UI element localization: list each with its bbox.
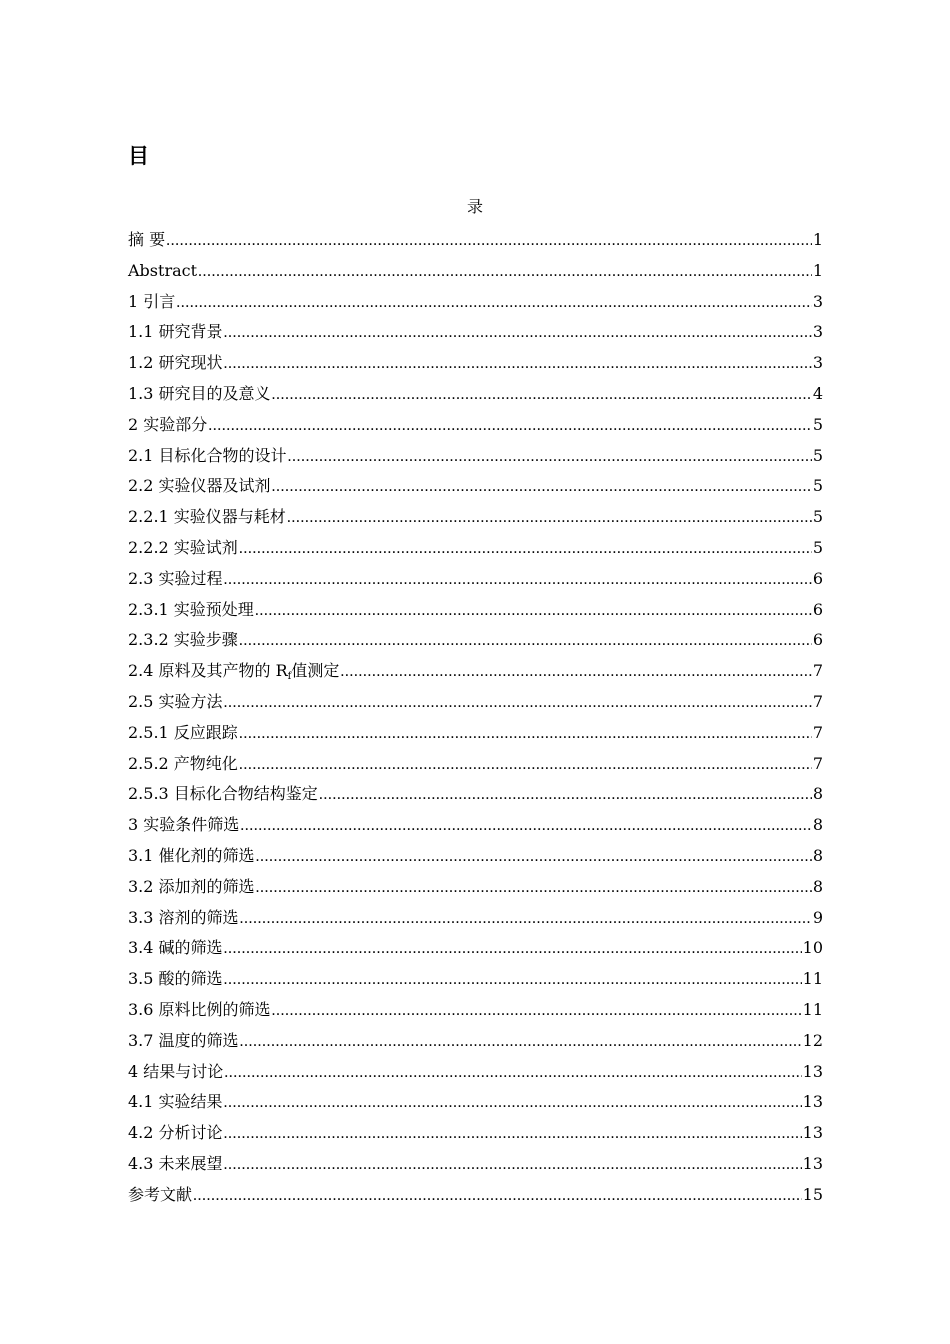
toc-entry-title: 2.5.3 目标化合物结构鉴定	[128, 784, 318, 804]
toc-entry[interactable]	[128, 903, 823, 934]
toc-leader-dots	[239, 719, 812, 750]
toc-entry-title: 1.3 研究目的及意义	[128, 383, 271, 403]
toc-entry-page: 6	[812, 568, 823, 588]
toc-entry-page: 7	[812, 691, 823, 711]
toc-entry[interactable]	[128, 410, 823, 441]
toc-leader-dots	[272, 472, 812, 503]
toc-entry-title: 2.5.1 反应跟踪	[128, 722, 238, 742]
toc-entry-page: 6	[812, 630, 823, 650]
toc-entry-page: 6	[812, 599, 823, 619]
toc-leader-dots	[224, 565, 812, 596]
toc-entry[interactable]	[128, 1057, 823, 1088]
toc-entry-title: 2.3.2 实验步骤	[128, 630, 238, 650]
toc-entry-title: 2 实验部分	[128, 414, 208, 434]
toc-entry-title: Abstract	[128, 260, 198, 280]
toc-leader-dots	[319, 780, 812, 811]
toc-entry-title: 3.6 原料比例的筛选	[128, 999, 271, 1019]
toc-entry[interactable]	[128, 287, 823, 318]
toc-entry[interactable]	[128, 1149, 823, 1180]
toc-entry[interactable]	[128, 564, 823, 595]
toc-entry[interactable]	[128, 625, 823, 656]
toc-leader-dots	[224, 688, 812, 719]
toc-leader-dots	[240, 1027, 802, 1058]
toc-entry[interactable]	[128, 872, 823, 903]
toc-entry[interactable]	[128, 256, 823, 287]
toc-entry-title: 2.5.2 产物纯化	[128, 753, 238, 773]
toc-entry-title: 3.1 催化剂的筛选	[128, 845, 255, 865]
toc-entry-page: 7	[812, 753, 823, 773]
toc-leader-dots	[240, 904, 812, 935]
toc-entry[interactable]	[128, 595, 823, 626]
toc-entry-page: 3	[812, 353, 823, 373]
toc-leader-dots	[224, 1088, 802, 1119]
toc-entry[interactable]	[128, 1118, 823, 1149]
toc-entry-page: 9	[812, 907, 823, 927]
toc-entry-page: 3	[812, 322, 823, 342]
toc-entry-page: 11	[802, 999, 823, 1019]
toc-leader-dots	[208, 411, 812, 442]
toc-entry-title: 1 引言	[128, 291, 176, 311]
toc-entry-page: 5	[812, 507, 823, 527]
toc-entry[interactable]	[128, 1026, 823, 1057]
toc-entry-title: 4 结果与讨论	[128, 1061, 224, 1081]
toc-entry-page: 1	[812, 230, 823, 249]
toc-leader-dots	[239, 750, 812, 781]
toc-entry-title: 1.2 研究现状	[128, 353, 223, 373]
toc-entry-page: 3	[812, 291, 823, 311]
toc-heading-part-1: 目	[128, 144, 149, 168]
toc-entry[interactable]	[128, 810, 823, 841]
toc-entry-page: 8	[812, 784, 823, 804]
toc-entry-page: 12	[802, 1030, 823, 1050]
toc-entry[interactable]	[128, 348, 823, 379]
toc-leader-dots	[272, 380, 812, 411]
toc-entry-page: 11	[802, 969, 823, 989]
toc-entry-title	[128, 656, 339, 690]
toc-leader-dots	[176, 288, 812, 319]
toc-entry[interactable]	[128, 995, 823, 1026]
toc-entry[interactable]	[128, 379, 823, 410]
toc-entry[interactable]	[128, 471, 823, 502]
toc-leader-dots	[224, 934, 802, 965]
table-of-contents	[128, 225, 823, 1211]
toc-entry-page: 7	[812, 661, 823, 681]
toc-entry-page: 5	[812, 476, 823, 496]
toc-leader-dots	[287, 503, 812, 534]
toc-entry-title: 3.2 添加剂的筛选	[128, 876, 255, 896]
toc-leader-dots	[166, 226, 812, 257]
toc-entry[interactable]	[128, 1087, 823, 1118]
toc-leader-dots	[224, 349, 812, 380]
toc-entry-title: 2.3 实验过程	[128, 568, 223, 588]
toc-leader-dots	[193, 1181, 802, 1212]
toc-entry-title: 4.1 实验结果	[128, 1092, 223, 1112]
toc-leader-dots	[224, 1058, 801, 1089]
toc-entry[interactable]	[128, 718, 823, 749]
toc-entry-title: 3.7 温度的筛选	[128, 1030, 239, 1050]
toc-entry-page: 10	[802, 938, 823, 958]
toc-entry[interactable]	[128, 1180, 823, 1211]
toc-entry-title: 3.3 溶剂的筛选	[128, 907, 239, 927]
toc-entry-page: 5	[812, 537, 823, 557]
toc-entry-page: 8	[812, 876, 823, 896]
toc-entry-page: 7	[812, 722, 823, 742]
toc-leader-dots	[272, 996, 802, 1027]
toc-entry-page: 5	[812, 445, 823, 465]
toc-entry-page: 4	[812, 383, 823, 403]
toc-entry[interactable]	[128, 656, 823, 687]
toc-leader-dots	[198, 257, 812, 288]
toc-leader-dots	[240, 811, 812, 842]
toc-entry-title: 3.4 碱的筛选	[128, 938, 223, 958]
toc-leader-dots	[255, 596, 812, 627]
toc-entry-title: 摘 要	[128, 230, 166, 249]
toc-entry-title-post: 值测定	[291, 661, 340, 681]
toc-entry-page: 1	[812, 260, 823, 280]
toc-entry-page: 8	[812, 815, 823, 835]
toc-entry-title: 1.1 研究背景	[128, 322, 223, 342]
toc-leader-dots	[224, 318, 812, 349]
toc-entry-page: 15	[802, 1184, 823, 1204]
toc-leader-dots	[340, 657, 811, 688]
toc-leader-dots	[224, 1119, 802, 1150]
toc-leader-dots	[239, 534, 812, 565]
toc-entry-title: 4.3 未来展望	[128, 1153, 223, 1173]
toc-entry[interactable]	[128, 225, 823, 256]
toc-entry-title: 2.1 目标化合物的设计	[128, 445, 287, 465]
toc-leader-dots	[256, 873, 812, 904]
toc-entry[interactable]	[128, 749, 823, 780]
toc-entry[interactable]	[128, 317, 823, 348]
toc-entry-title: 3 实验条件筛选	[128, 815, 240, 835]
toc-entry-title: 2.2.2 实验试剂	[128, 537, 238, 557]
toc-entry[interactable]	[128, 841, 823, 872]
toc-entry-page: 8	[812, 845, 823, 865]
subscript-f: f	[287, 671, 292, 683]
toc-entry-page: 13	[802, 1123, 823, 1143]
toc-entry-title: 2.2 实验仪器及试剂	[128, 476, 271, 496]
toc-entry[interactable]	[128, 964, 823, 995]
toc-entry-title: 3.5 酸的筛选	[128, 969, 223, 989]
toc-entry[interactable]	[128, 687, 823, 718]
toc-leader-dots	[239, 626, 812, 657]
toc-leader-dots	[224, 1150, 802, 1181]
toc-entry[interactable]	[128, 933, 823, 964]
toc-entry-page: 13	[802, 1153, 823, 1173]
toc-entry-title-pre: 2.4 原料及其产物的 R	[128, 661, 288, 681]
toc-entry[interactable]	[128, 441, 823, 472]
toc-leader-dots	[256, 842, 812, 873]
toc-entry[interactable]	[128, 502, 823, 533]
toc-leader-dots	[288, 442, 812, 473]
toc-heading-part-2: 录	[466, 197, 483, 216]
toc-entry-title: 4.2 分析讨论	[128, 1123, 223, 1143]
toc-entry[interactable]	[128, 779, 823, 810]
toc-entry-page: 13	[802, 1092, 823, 1112]
toc-entry-title: 2.3.1 实验预处理	[128, 599, 254, 619]
toc-entry-title: 2.5 实验方法	[128, 691, 223, 711]
toc-entry-page: 5	[812, 414, 823, 434]
toc-entry-page: 13	[802, 1061, 823, 1081]
toc-entry-title: 参考文献	[128, 1184, 193, 1204]
toc-entry[interactable]	[128, 533, 823, 564]
toc-leader-dots	[224, 965, 802, 996]
toc-entry-title: 2.2.1 实验仪器与耗材	[128, 507, 286, 527]
